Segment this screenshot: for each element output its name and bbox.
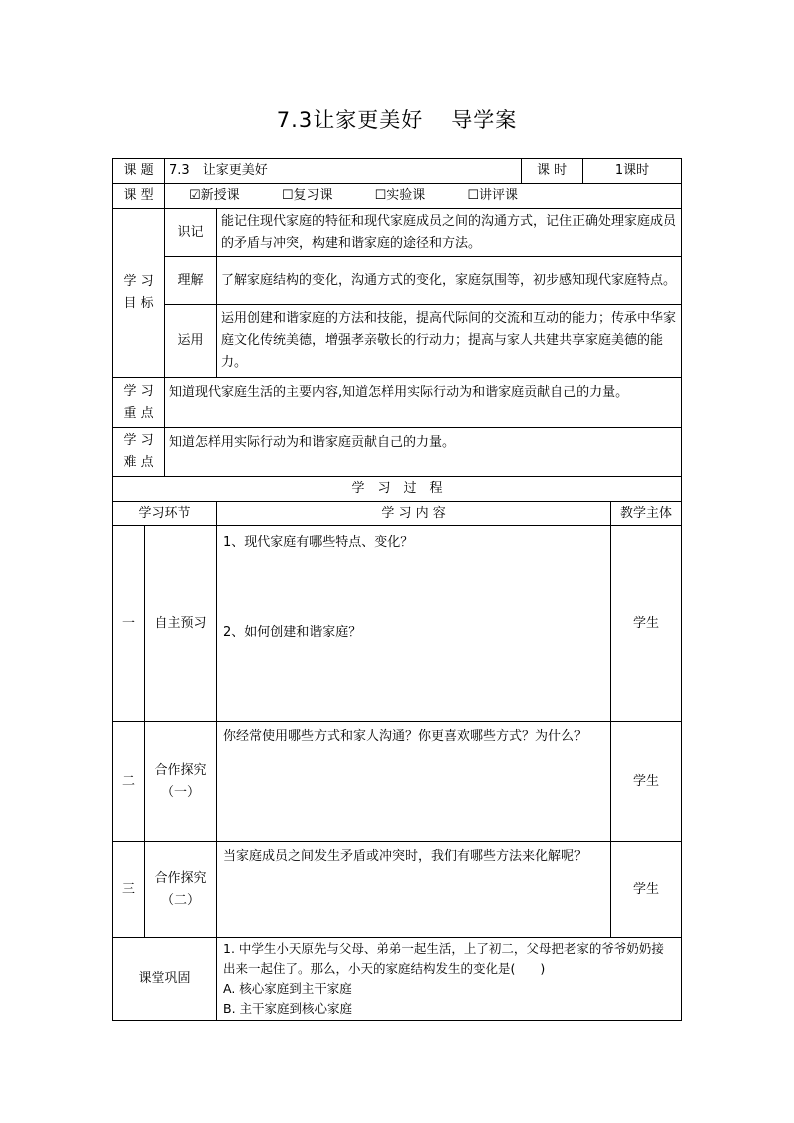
consolidation-row [113, 938, 682, 1021]
stage-number-3: 三 [113, 842, 145, 938]
process-row-1 [113, 526, 682, 722]
topic-row [113, 159, 682, 184]
consolidation-content [217, 938, 682, 1021]
stage-content-2: 你经常使用哪些方式和家人沟通？你更喜欢哪些方式？为什么？ [217, 722, 611, 842]
goal-label-memorize: 识记 [165, 209, 217, 257]
lesson-plan-table [112, 158, 682, 1021]
difficulty-label [113, 428, 165, 477]
period-label: 课 时 [522, 159, 583, 184]
difficulty-row [113, 428, 682, 477]
stage-name-2-line2: （一） [161, 784, 201, 800]
type-option-experiment[interactable]: ☐实验课 [374, 188, 426, 203]
goal-label-apply: 运用 [165, 305, 217, 378]
key-point-text: 知道现代家庭生活的主要内容,知道怎样用实际行动为和谐家庭贡献自己的力量。 [165, 378, 682, 428]
consolidation-option-b: B. 主干家庭到核心家庭 [223, 1001, 353, 1016]
preview-question-2: 2、如何创建和谐家庭？ [223, 625, 362, 640]
difficulty-label-line1: 学 习 [123, 433, 154, 448]
stage-name-2-line1: 合作探究 [154, 762, 207, 778]
process-row-3 [113, 842, 682, 938]
consolidation-label: 课堂巩固 [113, 938, 217, 1021]
goal-label-understand: 理解 [165, 257, 217, 305]
stage-name-3-line1: 合作探究 [154, 870, 207, 886]
stage-name-2 [145, 722, 217, 842]
key-point-label [113, 378, 165, 428]
page-title-sub: 导学案 [451, 108, 518, 132]
goal-row-apply [113, 305, 682, 378]
preview-question-1: 1、现代家庭有哪些特点、变化？ [223, 535, 414, 550]
consolidation-question: 1. 中学生小天原先与父母、弟弟一起生活，上了初二，父母把老家的爷爷奶奶接出来一起住了。那么，小天的家庭结构发生的变化是( ) [223, 941, 664, 976]
page-title [0, 104, 794, 134]
consolidation-option-a: A. 核心家庭到主干家庭 [223, 981, 352, 996]
goal-row-understand [113, 257, 682, 305]
stage-subject-1: 学生 [611, 526, 682, 722]
page-title-main: 7.3让家更美好 [276, 108, 424, 132]
stage-number-1: 一 [113, 526, 145, 722]
period-value: 1课时 [583, 159, 682, 184]
type-row [113, 184, 682, 209]
difficulty-label-line2: 难 点 [123, 455, 154, 470]
goals-label-line2: 目 标 [123, 296, 154, 311]
type-label: 课 型 [113, 184, 165, 209]
stage-number-2: 二 [113, 722, 145, 842]
col-header-subject: 教学主体 [611, 502, 682, 526]
difficulty-text: 知道怎样用实际行动为和谐家庭贡献自己的力量。 [165, 428, 682, 477]
goals-label [113, 209, 165, 378]
goal-text-understand: 了解家庭结构的变化，沟通方式的变化，家庭氛围等，初步感知现代家庭特点。 [217, 257, 682, 305]
topic-label: 课 题 [113, 159, 165, 184]
key-point-label-line2: 重 点 [123, 405, 154, 421]
process-row-2 [113, 722, 682, 842]
stage-name-1: 自主预习 [145, 526, 217, 722]
key-point-label-line1: 学 习 [123, 383, 154, 399]
type-option-review[interactable]: ☐复习课 [281, 188, 333, 203]
stage-name-3-line2: （二） [161, 892, 201, 908]
type-options [165, 184, 682, 209]
process-heading: 学 习 过 程 [113, 477, 682, 502]
col-header-content: 学 习 内 容 [217, 502, 611, 526]
stage-name-3 [145, 842, 217, 938]
type-option-new[interactable]: ☑新授课 [189, 188, 240, 203]
process-heading-row [113, 477, 682, 502]
goal-text-apply: 运用创建和谐家庭的方法和技能，提高代际间的交流和互动的能力；传承中华家庭文化传统美德，增强孝亲敬长的行动力；提高与家人共建共享家庭美德的能力。 [217, 305, 682, 378]
topic-value: 7.3 让家更美好 [165, 159, 522, 184]
goal-text-memorize: 能记住现代家庭的特征和现代家庭成员之间的沟通方式，记住正确处理家庭成员的矛盾与冲突，构建和谐家庭的途径和方法。 [217, 209, 682, 257]
stage-content-3: 当家庭成员之间发生矛盾或冲突时，我们有哪些方法来化解呢？ [217, 842, 611, 938]
goals-label-line1: 学 习 [123, 274, 154, 289]
goal-row-memorize [113, 209, 682, 257]
type-option-lecture[interactable]: ☐讲评课 [467, 188, 519, 203]
stage-subject-2: 学生 [611, 722, 682, 842]
stage-content-1 [217, 526, 611, 722]
stage-subject-3: 学生 [611, 842, 682, 938]
col-header-stage: 学习环节 [113, 502, 217, 526]
key-point-row [113, 378, 682, 428]
process-column-headers [113, 502, 682, 526]
